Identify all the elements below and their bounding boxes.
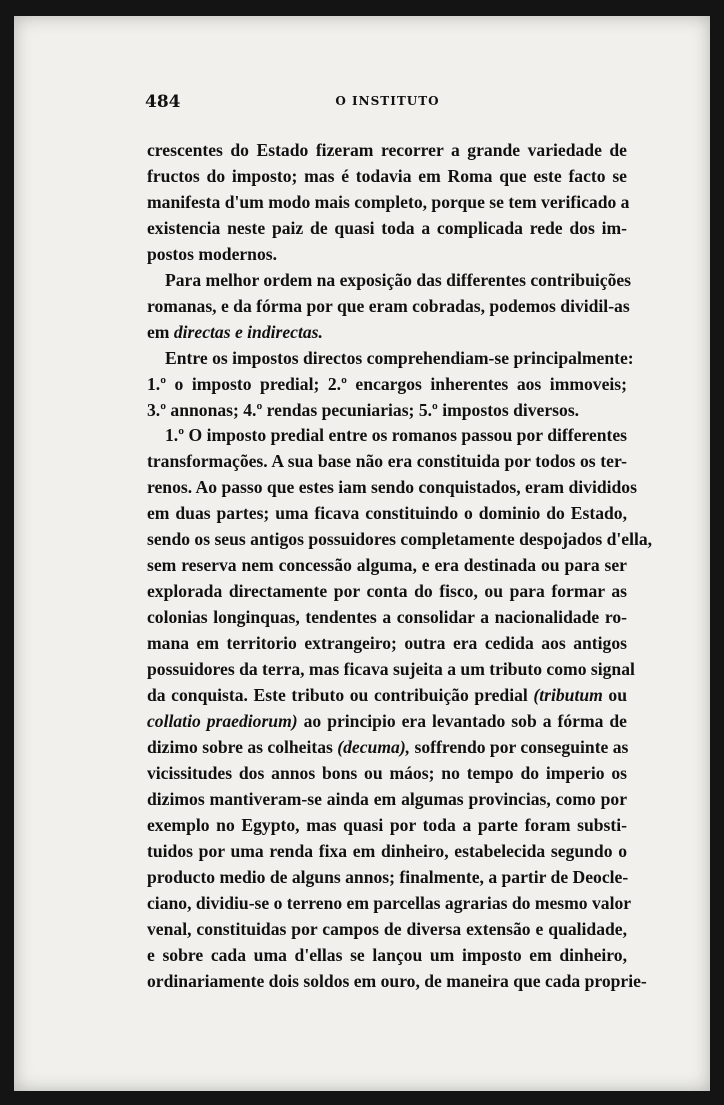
text-line	[147, 657, 635, 683]
text-line	[147, 605, 627, 631]
text-run: possuidores da terra, mas ficava sujeita a um tributo como signal	[147, 659, 635, 680]
text-line	[147, 631, 627, 657]
text-line	[147, 268, 632, 294]
text-run: colonias longinquas, tendentes a consolidar a nacionalidade ro-	[147, 607, 627, 628]
text-line	[147, 579, 627, 605]
text-line	[147, 865, 627, 891]
text-line	[147, 190, 630, 216]
text-line	[147, 969, 647, 995]
text-line	[147, 787, 627, 813]
text-line	[147, 449, 627, 475]
text-run: exemplo no Egypto, mas quasi por toda a parte foram substi-	[147, 814, 627, 835]
text-run: e sobre cada uma d'ellas se lançou um imposto em dinheiro,	[147, 944, 627, 965]
text-line	[147, 761, 627, 787]
text-run: ou	[602, 685, 627, 706]
text-line	[147, 501, 627, 527]
text-run: dizimos mantiveram-se ainda em algumas provincias, como por	[147, 788, 627, 809]
text-line	[147, 320, 627, 346]
text-line	[147, 839, 627, 865]
text-line	[147, 891, 632, 917]
text-run: 1.º o imposto predial; 2.º encargos inherentes aos immoveis;	[147, 373, 627, 394]
text-run: ordinariamente dois soldos em ouro, de maneira que cada proprie-	[147, 970, 647, 991]
text-run: fructos do imposto; mas é todavia em Roma que este facto se	[147, 165, 627, 186]
text-run: explorada directamente por conta do fisco, ou para formar as	[147, 581, 627, 602]
italic-run: collatio praediorum)	[147, 710, 298, 731]
italic-run: (tributum	[533, 685, 603, 706]
text-run: em	[147, 321, 174, 342]
text-run: mana em territorio extrangeiro; outra era cedida aos antigos	[147, 633, 627, 654]
text-line	[147, 527, 653, 553]
text-line	[147, 372, 627, 398]
text-run: da conquista. Este tributo ou contribuição predial	[147, 685, 534, 706]
text-line	[147, 294, 630, 320]
text-line	[147, 553, 627, 579]
text-run: existencia neste paiz de quasi toda a complicada rede dos im-	[147, 217, 627, 238]
text-line	[147, 138, 627, 164]
text-run: dizimo sobre as colheitas	[147, 736, 338, 757]
text-run: 1.º O imposto predial entre os romanos passou por differentes	[165, 425, 627, 446]
text-run: em duas partes; uma ficava constituindo o dominio do Estado,	[147, 503, 627, 524]
text-line	[147, 683, 627, 709]
text-run: crescentes do Estado fizeram recorrer a grande variedade de	[147, 140, 627, 160]
book-page	[14, 16, 710, 1091]
text-run: venal, constituidas por campos de diversa extensão e qualidade,	[147, 918, 627, 939]
text-line	[147, 216, 627, 242]
page-header	[145, 92, 630, 116]
text-run: sem reserva nem concessão alguma, e era destinada ou para ser	[147, 555, 627, 576]
text-line	[147, 398, 627, 424]
text-line	[147, 709, 627, 735]
page-number: 484	[145, 92, 181, 112]
text-line	[147, 943, 627, 969]
text-run: sendo os seus antigos possuidores completamente despojados d'ella,	[147, 529, 653, 550]
running-title: O INSTITUTO	[335, 94, 440, 108]
text-run: ao principio era levantado sob a fórma de	[297, 710, 627, 731]
italic-run: (decuma),	[337, 736, 411, 757]
text-run: tuidos por uma renda fixa em dinheiro, estabelecida segundo o	[147, 840, 627, 861]
text-run: ciano, dividiu-se o terreno em parcellas agrarias do mesmo valor	[147, 892, 632, 913]
text-run: 3.º annonas; 4.º rendas pecuniarias; 5.º impostos diversos.	[147, 399, 580, 420]
text-run: manifesta d'um modo mais completo, porque se tem verificado a	[147, 191, 630, 212]
text-run: postos modernos.	[147, 243, 278, 264]
text-run: romanas, e da fórma por que eram cobradas, podemos dividil-as	[147, 295, 630, 316]
text-run: transformações. A sua base não era constituida por todos os ter-	[147, 451, 627, 472]
text-line	[147, 475, 637, 501]
text-line	[147, 423, 627, 449]
text-run: producto medio de alguns annos; finalmente, a partir de Deocle-	[147, 866, 629, 887]
text-line	[147, 242, 627, 268]
body-text	[147, 138, 653, 994]
text-line	[147, 813, 627, 839]
text-run: soffrendo por conseguinte as	[410, 736, 629, 757]
text-run: Para melhor ordem na exposição das differentes contribuições	[165, 269, 632, 290]
text-run: Entre os impostos directos comprehendiam-se principalmente:	[165, 347, 634, 368]
text-run: vicissitudes dos annos bons ou máos; no tempo do imperio os	[147, 762, 627, 783]
text-line	[147, 346, 634, 372]
text-line	[147, 735, 627, 761]
italic-run: directas e indirectas.	[173, 321, 323, 342]
text-run: renos. Ao passo que estes iam sendo conquistados, eram divididos	[147, 477, 637, 498]
text-line	[147, 164, 627, 190]
text-line	[147, 917, 627, 943]
